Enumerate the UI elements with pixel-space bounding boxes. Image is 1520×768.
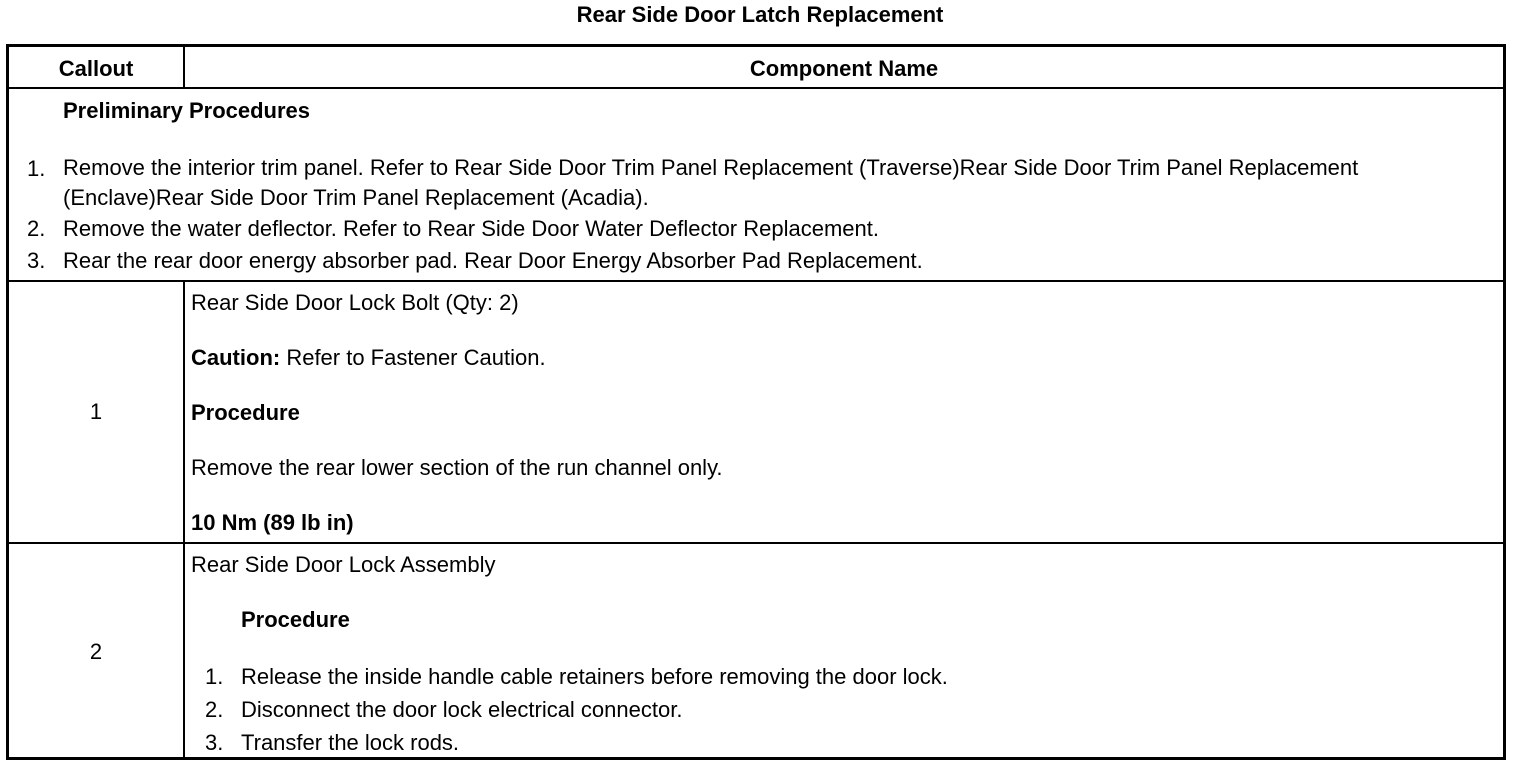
callout-cell <box>9 282 183 542</box>
component-table <box>6 44 1506 760</box>
list-item <box>185 660 948 693</box>
table-row <box>9 544 1503 760</box>
step-text: Release the inside handle cable retainers before removing the door lock. <box>241 664 948 689</box>
procedure-heading: Procedure <box>241 607 350 632</box>
list-item <box>9 245 1443 277</box>
list-item <box>9 213 1443 245</box>
callout-cell <box>9 544 183 760</box>
caution-label: Caution: <box>191 345 281 370</box>
procedure-text: Remove the rear lower section of the run channel only. <box>191 455 723 480</box>
step-number: 3. <box>205 730 224 755</box>
component-name-column-header: Component Name <box>183 47 1503 87</box>
component-name: Rear Side Door Lock Bolt (Qty: 2) <box>191 290 519 315</box>
step-number: 2. <box>205 697 224 722</box>
callout-column-header: Callout <box>58 56 134 81</box>
step-number: 1. <box>27 156 46 181</box>
preliminary-procedures-title: Preliminary Procedures <box>63 98 311 123</box>
list-item <box>185 693 948 726</box>
step-text: Remove the water deflector. Refer to Rear Side Door Water Deflector Replacement. <box>63 216 879 241</box>
procedure-steps-list <box>185 660 948 759</box>
caution-text: Refer to Fastener Caution. <box>280 345 546 370</box>
step-number: 3. <box>27 248 46 273</box>
callout-number: 1 <box>89 399 103 424</box>
list-item <box>9 153 1443 213</box>
component-cell <box>183 544 1503 760</box>
torque-spec: 10 Nm (89 lb in) <box>191 510 354 535</box>
component-name: Rear Side Door Lock Assembly <box>191 552 496 577</box>
table-header-row <box>9 47 1503 89</box>
callout-number: 2 <box>89 639 103 664</box>
table-row <box>9 282 1503 544</box>
step-number: 2. <box>27 216 46 241</box>
procedure-heading: Procedure <box>191 400 300 425</box>
step-text: Disconnect the door lock electrical connector. <box>241 697 683 722</box>
preliminary-steps-list <box>9 153 1443 277</box>
caution-line <box>191 345 546 371</box>
list-item <box>185 726 948 759</box>
step-text: Remove the interior trim panel. Refer to Rear Side Door Trim Panel Replacement (Traverse)Rear Side Door Trim Panel Replacement (Enclave)Rear Side Door Trim Panel Replacement (Acadia). <box>63 155 1359 210</box>
step-number: 1. <box>205 664 224 689</box>
step-text: Rear the rear door energy absorber pad. Rear Door Energy Absorber Pad Replacement. <box>63 248 923 273</box>
document-title: Rear Side Door Latch Replacement <box>576 2 944 27</box>
component-cell <box>183 282 1503 542</box>
step-text: Transfer the lock rods. <box>241 730 460 755</box>
preliminary-procedures-section <box>9 89 1503 282</box>
